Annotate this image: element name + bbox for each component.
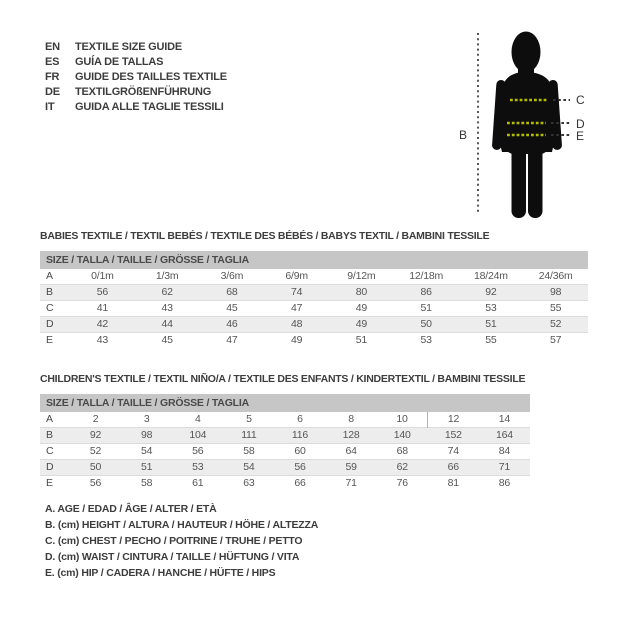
language-row bbox=[45, 85, 227, 100]
language-row bbox=[45, 70, 227, 85]
legend-line: A. AGE / EDAD / ÂGE / ALTER / ETÀ bbox=[45, 503, 217, 515]
label-hip-e: E bbox=[576, 129, 585, 143]
table-row bbox=[40, 460, 530, 476]
size-cell: 51 bbox=[355, 334, 368, 346]
size-cell: 62 bbox=[396, 461, 408, 473]
size-cell: 18/24m bbox=[473, 270, 508, 282]
size-cell: 71 bbox=[345, 477, 357, 489]
language-title: GUIDA ALLE TAGLIE TESSILI bbox=[75, 101, 224, 113]
size-cell: 6/9m bbox=[285, 270, 308, 282]
size-cell: 63 bbox=[243, 477, 255, 489]
size-cell: 53 bbox=[420, 334, 432, 346]
legend-line: B. (cm) HEIGHT / ALTURA / HAUTEUR / HÖHE / ALTEZZA bbox=[45, 519, 319, 531]
language-code: DE bbox=[45, 86, 60, 98]
language-guide bbox=[45, 40, 227, 115]
size-cell: 74 bbox=[447, 445, 459, 457]
size-cell: 54 bbox=[141, 445, 153, 457]
language-code: ES bbox=[45, 56, 60, 68]
size-cell: 3/6m bbox=[220, 270, 244, 282]
size-cell: 56 bbox=[294, 461, 306, 473]
children-size-header: SIZE / TALLA / TAILLE / GRÖSSE / TAGLIA bbox=[40, 394, 530, 412]
size-cell: 50 bbox=[420, 318, 432, 330]
size-cell: 46 bbox=[226, 318, 238, 330]
table-row bbox=[40, 285, 588, 301]
children-section bbox=[40, 373, 530, 491]
size-cell: 164 bbox=[495, 429, 513, 441]
babies-section-title: BABIES TEXTILE / TEXTIL BEBÉS / TEXTILE DES BÉBÉS / BABYS TEXTIL / BAMBINI TESSILE bbox=[40, 230, 490, 242]
size-cell: 116 bbox=[291, 429, 309, 441]
size-cell: 92 bbox=[485, 286, 497, 298]
size-cell: 49 bbox=[355, 318, 368, 330]
table-row bbox=[40, 476, 530, 492]
measure-legend bbox=[45, 501, 318, 581]
size-cell: 74 bbox=[290, 286, 303, 298]
language-row bbox=[45, 100, 227, 115]
size-cell: 3 bbox=[143, 413, 150, 425]
size-cell: 2 bbox=[92, 413, 99, 425]
size-cell: 49 bbox=[355, 302, 368, 314]
size-cell: 66 bbox=[294, 477, 306, 489]
row-label: C bbox=[46, 445, 54, 457]
size-cell: 56 bbox=[96, 286, 109, 298]
size-cell: 84 bbox=[498, 445, 511, 457]
child-silhouette-icon bbox=[492, 32, 562, 219]
children-table bbox=[40, 412, 530, 491]
size-cell: 98 bbox=[549, 286, 562, 298]
language-row bbox=[45, 40, 227, 55]
size-cell: 66 bbox=[447, 461, 459, 473]
size-cell: 152 bbox=[444, 429, 462, 441]
size-cell: 14 bbox=[498, 413, 511, 425]
size-cell: 128 bbox=[342, 429, 360, 441]
size-cell: 81 bbox=[447, 477, 459, 489]
size-cell: 71 bbox=[498, 461, 511, 473]
language-code: FR bbox=[45, 71, 60, 83]
size-cell: 60 bbox=[294, 445, 306, 457]
size-cell: 0/1m bbox=[91, 270, 114, 282]
babies-section bbox=[40, 230, 588, 348]
size-cell: 55 bbox=[549, 302, 562, 314]
size-cell: 76 bbox=[396, 477, 408, 489]
size-cell: 5 bbox=[246, 413, 252, 425]
label-waist-d: D bbox=[576, 117, 585, 131]
size-cell: 57 bbox=[549, 334, 562, 346]
babies-size-header: SIZE / TALLA / TAILLE / GRÖSSE / TAGLIA bbox=[40, 251, 588, 269]
size-cell: 68 bbox=[396, 445, 408, 457]
size-cell: 4 bbox=[194, 413, 201, 425]
language-title: GUÍA DE TALLAS bbox=[75, 56, 164, 68]
table-row bbox=[40, 412, 530, 428]
size-cell: 48 bbox=[290, 318, 303, 330]
size-cell: 92 bbox=[89, 429, 102, 441]
size-cell: 1/3m bbox=[155, 270, 179, 282]
label-height-b: B bbox=[459, 128, 468, 142]
size-cell: 140 bbox=[393, 429, 411, 441]
size-cell: 52 bbox=[89, 445, 102, 457]
size-cell: 61 bbox=[192, 477, 204, 489]
size-cell: 98 bbox=[141, 429, 153, 441]
size-cell: 44 bbox=[161, 318, 173, 330]
size-cell: 50 bbox=[89, 461, 102, 473]
size-cell: 43 bbox=[161, 302, 173, 314]
row-label: D bbox=[46, 318, 54, 330]
language-title: TEXTILE SIZE GUIDE bbox=[75, 41, 183, 53]
row-label: E bbox=[46, 334, 53, 346]
size-cell: 43 bbox=[96, 334, 109, 346]
table-row bbox=[40, 301, 588, 317]
size-cell: 47 bbox=[226, 334, 238, 346]
row-label: B bbox=[46, 286, 53, 298]
size-cell: 55 bbox=[485, 334, 497, 346]
size-cell: 8 bbox=[348, 413, 354, 425]
size-cell: 9/12m bbox=[347, 270, 376, 282]
size-cell: 49 bbox=[290, 334, 303, 346]
size-cell: 51 bbox=[485, 318, 497, 330]
table-row bbox=[40, 333, 588, 349]
row-label: D bbox=[46, 461, 54, 473]
size-cell: 111 bbox=[241, 429, 257, 441]
size-cell: 53 bbox=[192, 461, 204, 473]
size-cell: 54 bbox=[243, 461, 255, 473]
size-cell: 47 bbox=[290, 302, 303, 314]
size-cell: 42 bbox=[96, 318, 109, 330]
size-cell: 59 bbox=[345, 461, 357, 473]
size-cell: 12 bbox=[428, 412, 479, 428]
size-cell: 80 bbox=[355, 286, 368, 298]
row-label: C bbox=[46, 302, 54, 314]
size-cell: 56 bbox=[192, 445, 204, 457]
language-row bbox=[45, 55, 227, 70]
size-cell: 104 bbox=[189, 429, 207, 441]
table-row bbox=[40, 444, 530, 460]
size-cell: 62 bbox=[161, 286, 173, 298]
babies-table bbox=[40, 269, 588, 348]
table-row bbox=[40, 428, 530, 444]
size-cell: 56 bbox=[89, 477, 102, 489]
size-cell: 45 bbox=[226, 302, 238, 314]
row-label: A bbox=[46, 270, 53, 282]
size-cell: 68 bbox=[226, 286, 238, 298]
size-cell: 6 bbox=[297, 413, 303, 425]
language-code: EN bbox=[45, 41, 60, 53]
size-cell: 10 bbox=[396, 413, 408, 425]
legend-line: C. (cm) CHEST / PECHO / POITRINE / TRUHE / PETTO bbox=[45, 535, 303, 547]
label-chest-c: C bbox=[576, 93, 585, 107]
size-cell: 24/36m bbox=[538, 270, 573, 282]
size-cell: 45 bbox=[161, 334, 173, 346]
legend-line: E. (cm) HIP / CADERA / HANCHE / HÜFTE / HIPS bbox=[45, 567, 276, 579]
size-cell: 64 bbox=[345, 445, 357, 457]
size-cell: 51 bbox=[420, 302, 432, 314]
size-figure-diagram bbox=[455, 12, 615, 234]
size-cell: 51 bbox=[141, 461, 153, 473]
table-row bbox=[40, 269, 588, 285]
size-cell: 52 bbox=[549, 318, 562, 330]
size-cell: 86 bbox=[498, 477, 511, 489]
legend-line: D. (cm) WAIST / CINTURA / TAILLE / HÜFTUNG / VITA bbox=[45, 551, 300, 563]
row-label: E bbox=[46, 477, 53, 489]
language-code: IT bbox=[45, 101, 55, 113]
row-label: A bbox=[46, 413, 53, 425]
size-cell: 58 bbox=[243, 445, 255, 457]
size-cell: 53 bbox=[485, 302, 497, 314]
size-cell: 86 bbox=[420, 286, 432, 298]
language-title: GUIDE DES TAILLES TEXTILE bbox=[75, 71, 227, 83]
size-cell: 41 bbox=[96, 302, 109, 314]
row-label: B bbox=[46, 429, 53, 441]
language-title: TEXTILGRÖßENFÜHRUNG bbox=[75, 86, 212, 98]
size-cell: 58 bbox=[141, 477, 153, 489]
children-section-title: CHILDREN'S TEXTILE / TEXTIL NIÑO/A / TEXTILE DES ENFANTS / KINDERTEXTIL / BAMBINI TESSILE bbox=[40, 373, 526, 385]
table-row bbox=[40, 317, 588, 333]
size-cell: 12/18m bbox=[409, 270, 444, 282]
